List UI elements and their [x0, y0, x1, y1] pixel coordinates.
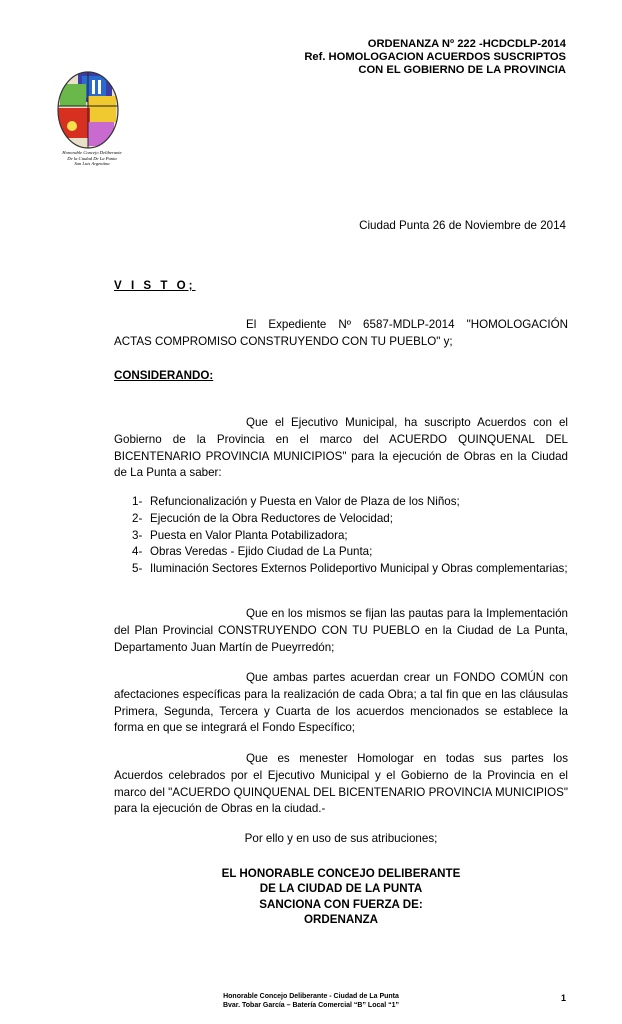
list-item: [132, 528, 568, 545]
visto-text: El Expediente Nº 6587-MDLP-2014 "HOMOLOGACIÓN ACTAS COMPROMISO CONSTRUYENDO CON TU PUEBLO" y;: [114, 318, 568, 348]
considerando-paragraph-2: [114, 606, 568, 656]
list-item: [132, 511, 568, 528]
reference-line-2: CON EL GOBIERNO DE LA PROVINCIA: [358, 64, 566, 76]
paragraph-text: Que ambas partes acuerdan crear un FONDO COMÚN con afectaciones específicas para la realización de cada Obra; a tal fin que en las cláusulas Primera, Segunda, Tercera y Cuarta de los acuerdos mencionados se establece la forma en que se integrará el Fondo Específico;: [114, 671, 568, 735]
page-footer: [160, 993, 462, 1010]
page-number: 1: [560, 993, 566, 1003]
sanction-line: ORDENANZA: [303, 913, 379, 927]
sanction-block: [114, 866, 568, 928]
paragraph-text: Que el Ejecutivo Municipal, ha suscripto Acuerdos con el Gobierno de la Provincia en el marco del ACUERDO QUINQUENAL DEL BICENTENARIO PROVINCIA MUNICIPIOS" para la ejecución de Obras en la Ciudad de La Punta a saber:: [114, 416, 568, 480]
sanction-line: EL HONORABLE CONCEJO DELIBERANTE: [221, 867, 461, 880]
logo-caption-line: De la Ciudad De La Punta: [67, 155, 117, 161]
council-logo: [52, 66, 124, 150]
closing-line: Por ello y en uso de sus atribuciones;: [244, 832, 438, 845]
list-item: [132, 494, 568, 511]
list-number: 3-: [132, 528, 143, 542]
council-emblem-icon: [52, 66, 124, 150]
document-header: [304, 38, 566, 77]
logo-caption-line: San Luis Argentina: [74, 161, 110, 167]
list-item: [132, 561, 568, 578]
list-number: 1-: [132, 495, 143, 508]
list-item: [132, 544, 568, 561]
sanction-line: DE LA CIUDAD DE LA PUNTA: [259, 882, 423, 896]
footer-line: Bvar. Tobar García – Batería Comercial “B” Local “1”: [222, 1001, 400, 1009]
visto-heading: V I S T O;: [114, 279, 196, 292]
list-number: 2-: [132, 511, 143, 525]
list-text: Puesta en Valor Planta Potabilizadora;: [150, 528, 348, 542]
list-text: Ejecución de la Obra Reductores de Velocidad;: [150, 511, 393, 525]
considerando-paragraph-4: [114, 751, 568, 818]
considerando-heading: CONSIDERANDO:: [114, 369, 214, 382]
list-number: 4-: [132, 545, 143, 559]
considerando-paragraph-1: [114, 415, 568, 482]
visto-paragraph: [114, 317, 568, 351]
list-text: Iluminación Sectores Externos Polideportivo Municipal y Obras complementarias;: [150, 562, 568, 576]
paragraph-text: Que en los mismos se fijan las pautas para la Implementación del Plan Provincial CONSTRUYENDO CON TU PUEBLO en la Ciudad de La Punta, Departamento Juan Martín de Pueyrredón;: [114, 607, 568, 654]
list-number: 5-: [132, 562, 143, 576]
logo-caption-line: Honorable Concejo Deliberante: [62, 150, 122, 155]
sanction-line: SANCIONA CON FUERZA DE:: [259, 897, 423, 911]
ordinance-number: ORDENANZA Nº 222 -HCDCDLP-2014: [367, 38, 566, 50]
works-list: [132, 494, 568, 578]
list-text: Obras Veredas - Ejido Ciudad de La Punta;: [150, 545, 373, 559]
list-text: Refuncionalización y Puesta en Valor de Plaza de los Niños;: [150, 495, 460, 508]
logo-caption: [52, 150, 132, 167]
reference-line: Ref. HOMOLOGACION ACUERDOS SUSCRIPTOS: [304, 51, 566, 63]
considerando-paragraph-3: [114, 670, 568, 737]
document-date: Ciudad Punta 26 de Noviembre de 2014: [359, 219, 566, 232]
footer-line: Honorable Concejo Deliberante - Ciudad de La Punta: [223, 993, 399, 1000]
paragraph-text: Que es menester Homologar en todas sus partes los Acuerdos celebrados por el Ejecutivo Municipal y el Gobierno de la Provincia en el marco del "ACUERDO QUINQUENAL DEL BICENTENARIO PROVINCIA MUNICIPIOS" para la ejecución de Obras en la ciudad.-: [114, 752, 568, 816]
